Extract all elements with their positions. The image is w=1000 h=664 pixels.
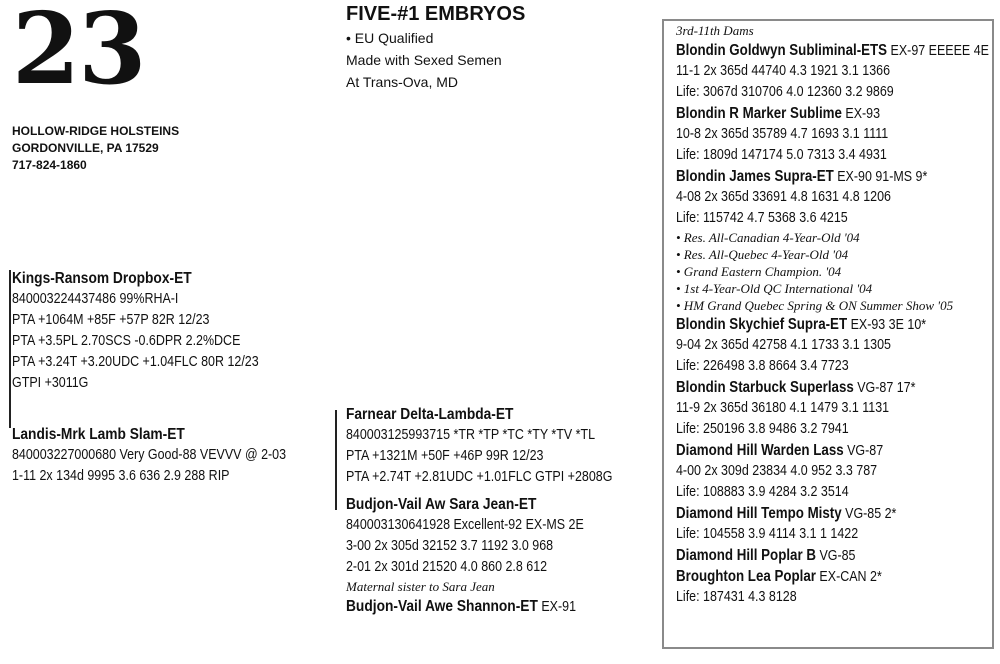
ancestor-dam-classification: EX-93 3E 10* — [847, 317, 927, 333]
ancestor-dam-row — [676, 545, 989, 566]
dam-sire-id: 840003125993715 *TR *TP *TC *TY *TV *TL — [346, 427, 596, 443]
dam-bracket — [335, 410, 337, 510]
offer-sexed-semen: Made with Sexed Semen — [346, 52, 502, 68]
ancestor-dam-row — [676, 503, 989, 524]
pedigree-bracket — [9, 270, 11, 428]
second-dam-name: Budjon-Vail Aw Sara Jean-ET — [346, 496, 537, 513]
sire-block — [12, 268, 299, 394]
ancestor-dam-name: Blondin Skychief Supra-ET — [676, 316, 848, 333]
sire-id: 840003224437486 99%RHA-I — [12, 291, 179, 307]
production-record: Life: 250196 3.8 9486 3.2 7941 — [676, 421, 849, 437]
second-dam-block — [346, 494, 623, 618]
ancestor-dam-name: Blondin R Marker Sublime — [676, 105, 842, 122]
sire-name: Kings-Ransom Dropbox-ET — [12, 270, 192, 287]
production-record: Life: 3067d 310706 4.0 12360 3.2 9869 — [676, 84, 894, 100]
dam-sire-name: Farnear Delta-Lambda-ET — [346, 406, 514, 423]
second-dam-record-1: 3-00 2x 305d 32152 3.7 1192 3.0 968 — [346, 538, 554, 554]
sire-pta-1: PTA +1064M +85F +57P 82R 12/23 — [12, 312, 210, 328]
farm-phone: 717-824-1860 — [12, 158, 87, 172]
lot-number: 23 — [12, 0, 145, 107]
second-dam-record-2: 2-01 2x 301d 21520 4.0 860 2.8 612 — [346, 559, 548, 575]
dam-id: 840003227000680 Very Good-88 VEVVV @ 2-03 — [12, 447, 287, 463]
sire-gtpi: GTPI +3011G — [12, 375, 89, 391]
ancestor-dam-name: Blondin Starbuck Superlass — [676, 379, 854, 396]
ancestor-dam-classification: VG-87 17* — [853, 380, 916, 396]
sire-pta-3: PTA +3.24T +3.20UDC +1.04FLC 80R 12/23 — [12, 354, 259, 370]
ancestor-dam-row — [676, 566, 989, 587]
ancestor-dam-classification: EX-90 91-MS 9* — [833, 169, 928, 185]
dam-name: Landis-Mrk Lamb Slam-ET — [12, 426, 185, 443]
production-record: Life: 115742 4.7 5368 3.6 4215 — [676, 210, 848, 226]
production-record: Life: 104558 3.9 4114 3.1 1 1422 — [676, 526, 859, 542]
offer-eu-qualified: • EU Qualified — [346, 30, 434, 46]
ancestor-dam-row — [676, 377, 989, 398]
maternal-sister-class: EX-91 — [537, 599, 577, 615]
dam-block — [12, 424, 331, 487]
maternal-sister — [346, 596, 584, 618]
production-record: 4-00 2x 309d 23834 4.0 952 3.3 787 — [676, 463, 878, 479]
ancestor-dam-name: Diamond Hill Poplar B — [676, 547, 816, 564]
production-record: 11-9 2x 365d 36180 4.1 1479 3.1 1131 — [676, 400, 890, 416]
ancestor-dam-row — [676, 314, 989, 335]
ancestor-dam-name: Diamond Hill Tempo Misty — [676, 505, 842, 522]
ancestor-dam-row — [676, 40, 989, 61]
ancestor-dam-row — [676, 440, 989, 461]
award-line: • Res. All-Canadian 4-Year-Old '04 — [676, 230, 860, 245]
production-record: Life: 187431 4.3 8128 — [676, 589, 797, 605]
ancestor-dam-name: Blondin Goldwyn Subliminal-ETS — [676, 42, 888, 59]
ancestor-dam-name: Blondin James Supra-ET — [676, 168, 834, 185]
production-record: 11-1 2x 365d 44740 4.3 1921 3.1 1366 — [676, 63, 891, 79]
award-line: • Res. All-Quebec 4-Year-Old '04 — [676, 247, 849, 262]
farm-location: GORDONVILLE, PA 17529 — [12, 141, 159, 155]
award-line: • Grand Eastern Champion. '04 — [676, 264, 842, 279]
offer-headline: FIVE-#1 EMBRYOS — [346, 3, 526, 25]
sire-pta-2: PTA +3.5PL 2.70SCS -0.6DPR 2.2%DCE — [12, 333, 241, 349]
production-record: 9-04 2x 365d 42758 4.1 1733 3.1 1305 — [676, 337, 891, 353]
ancestor-dam-classification: EX-97 EEEEE 4E — [887, 43, 989, 59]
dams-panel — [676, 22, 1000, 608]
second-dam-id: 840003130641928 Excellent-92 EX-MS 2E — [346, 517, 584, 533]
ancestor-dam-classification: VG-85 — [815, 548, 856, 564]
production-record: Life: 226498 3.8 8664 3.4 7723 — [676, 358, 849, 374]
ancestor-dam-classification: EX-93 — [841, 106, 881, 122]
production-record: Life: 1809d 147174 5.0 7313 3.4 4931 — [676, 147, 887, 163]
dam-sire-pta-1: PTA +1321M +50F +46P 99R 12/23 — [346, 448, 544, 464]
ancestor-dam-classification: VG-87 — [843, 443, 884, 459]
ancestor-dam-classification: VG-85 2* — [841, 506, 897, 522]
production-record: 4-08 2x 365d 33691 4.8 1631 4.8 1206 — [676, 189, 891, 205]
dam-record: 1-11 2x 134d 9995 3.6 636 2.9 288 RIP — [12, 468, 230, 484]
dam-sire-block — [346, 404, 656, 488]
maternal-sister-note: Maternal sister to Sara Jean — [346, 579, 495, 594]
ancestor-dam-name: Broughton Lea Poplar — [676, 568, 816, 585]
dams-panel-header: 3rd-11th Dams — [676, 23, 754, 38]
production-record: 10-8 2x 365d 35789 4.7 1693 3.1 1111 — [676, 126, 889, 142]
production-record: Life: 108883 3.9 4284 3.2 3514 — [676, 484, 849, 500]
dam-sire-pta-2: PTA +2.74T +2.81UDC +1.01FLC GTPI +2808G — [346, 469, 613, 485]
ancestor-dam-row — [676, 166, 989, 187]
award-line: • 1st 4-Year-Old QC International '04 — [676, 281, 873, 296]
ancestor-dam-name: Diamond Hill Warden Lass — [676, 442, 844, 459]
farm-name: HOLLOW-RIDGE HOLSTEINS — [12, 124, 180, 138]
offer-location: At Trans-Ova, MD — [346, 74, 459, 90]
maternal-sister-name: Budjon-Vail Awe Shannon-ET — [346, 598, 538, 615]
ancestor-dam-row — [676, 103, 989, 124]
award-line: • HM Grand Quebec Spring & ON Summer Show '05 — [676, 298, 954, 313]
ancestor-dam-classification: EX-CAN 2* — [815, 569, 882, 585]
